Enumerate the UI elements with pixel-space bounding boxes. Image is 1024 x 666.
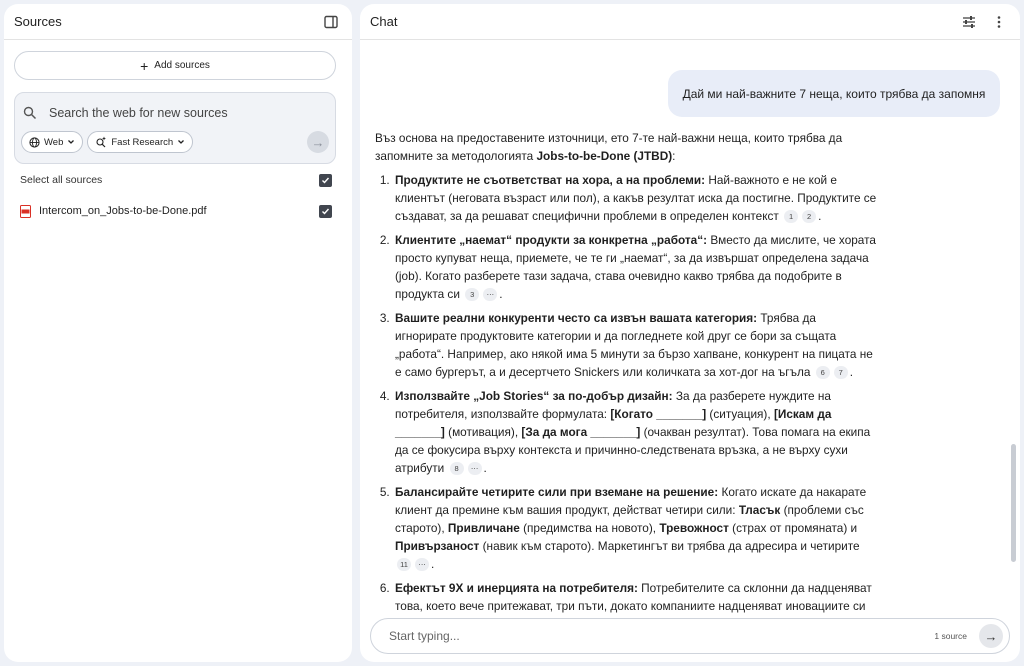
chat-input[interactable] — [389, 629, 934, 643]
item-title: Използвайте „Job Stories“ за по-добър дизайн: — [395, 389, 673, 403]
citation-chip[interactable]: 11 — [397, 558, 411, 571]
select-all-row[interactable] — [20, 172, 332, 188]
add-sources-label: Add sources — [154, 60, 210, 71]
send-button[interactable] — [979, 624, 1003, 648]
item-title: Клиентите „наемат“ продукти за конкретна „работа“: — [395, 233, 708, 247]
item-bold: [Когато _______] — [610, 407, 707, 421]
tune-settings-icon[interactable] — [958, 11, 980, 33]
source-file-name: Intercom_on_Jobs-to-be-Done.pdf — [39, 205, 207, 217]
intro-end: : — [672, 149, 676, 163]
citation-chip[interactable]: ⋯ — [483, 288, 497, 301]
item-text: (предимства на новото), — [523, 521, 657, 535]
citation-chip[interactable]: ⋯ — [468, 462, 482, 475]
item-text: За да разберете нуждите на потребителя, използвайте формулата: — [395, 389, 831, 421]
item-title: Продуктите не съответстват на хора, а на проблеми: — [395, 173, 706, 187]
citation-chip[interactable]: 2 — [802, 210, 816, 223]
source-file-checkbox[interactable] — [319, 205, 332, 218]
user-message-text: Дай ми най-важните 7 неща, които трябва да запомня — [682, 86, 986, 101]
intro-bold: Jobs-to-be-Done (JTBD) — [536, 149, 673, 163]
sources-panel — [4, 4, 352, 662]
item-text: (навик към старото). Маркетингът ви трябва да адресира и четирите — [482, 539, 860, 553]
pdf-file-icon — [20, 205, 31, 218]
research-chip-label: Fast Research — [111, 136, 174, 148]
chat-panel — [360, 4, 1020, 662]
add-sources-button[interactable] — [14, 51, 336, 80]
item-text: Когато искате да накарате клиент да премине към вашия продукт, действат четири сили: — [395, 485, 867, 517]
list-item: 3. Вашите реални конкуренти често са извън вашата категория: Трябва да игнорирате продуктовите категории и да погледнете кой друг се бори за същата „работа“. Например, ако някой има 5 минути за бързо хапване, конкурент на пицата не е само бургерът, а и десертчето Snickers или количката за хот-дог на ъгъла 6 7 . — [393, 309, 880, 381]
source-count: 1 source — [934, 631, 967, 641]
list-item: 2. Клиентите „наемат“ продукти за конкретна „работа“: Вместо да мислите, че хората просто купуват неща, приемете, че те ги „наемат“, за да извършат определена задача (job). Когато разберете тази задача, става очевидно какво трябва да подобрите в продукта си 3 ⋯ . — [393, 231, 880, 303]
list-item: 4. Използвайте „Job Stories“ за по-добър дизайн: За да разберете нуждите на потребителя, използвайте формулата: [Когато _______] (ситуация), [Искам да _______] (мотивация), [За да мога _______] (очакван резултат). Това помага на екипа да се фокусира върху контекста и причинно-следствената връзка, а не върху сухи атрибути 8 ⋯ . — [393, 387, 880, 477]
citation-chip[interactable]: 8 — [450, 462, 464, 475]
item-title: Ефектът 9X и инерцията на потребителя: — [395, 581, 638, 595]
list-item: 5. Балансирайте четирите сили при вземане на решение: Когато искате да накарате клиент да премине към вашия продукт, действат четири сили: Тласък (проблеми със старото), Привличане (предимства на новото), Тревожност (страх от промяната) и Привързаност (навик към старото). Маркетингът ви трябва да адресира и четирите 11 ⋯ . — [393, 483, 880, 573]
select-all-checkbox[interactable] — [319, 174, 332, 187]
globe-icon — [29, 137, 40, 148]
item-text: Вместо да мислите, че хората просто купуват неща, приемете, че те ги „наемат“, за да извършат определена задача (job). Когато разберете тази задача, става очевидно какво трябва да подобрите в продукта си — [395, 233, 876, 301]
chevron-down-icon — [67, 138, 75, 146]
sparkle-search-icon — [95, 136, 107, 148]
citation-chip[interactable]: 7 — [834, 366, 848, 379]
arrow-right-icon: → — [984, 628, 998, 644]
item-bold: Привързаност — [395, 539, 480, 553]
item-title: Вашите реални конкуренти често са извън вашата категория: — [395, 311, 758, 325]
web-search-box — [14, 92, 336, 164]
item-bold: [За да мога _______] — [521, 425, 641, 439]
assistant-answer — [375, 129, 880, 617]
more-options-icon[interactable] — [988, 11, 1010, 33]
collapse-panel-icon[interactable] — [320, 11, 342, 33]
chat-title: Chat — [370, 14, 398, 29]
select-all-label: Select all sources — [20, 174, 103, 186]
user-message-bubble — [668, 70, 1000, 117]
item-title: Балансирайте четирите сили при вземане на решение: — [395, 485, 719, 499]
plus-icon: + — [140, 57, 149, 74]
answer-list — [375, 171, 880, 633]
item-text: (мотивация), — [448, 425, 519, 439]
item-bold: Тласък — [738, 503, 781, 517]
item-text: (проблеми със старото), — [395, 503, 864, 535]
item-text: (страх от промяната) и — [732, 521, 858, 535]
item-text: Най-важното е не кой е клиентът (неговата възраст или пол), а какъв резултат иска да постигне. Продуктите се създават, за да решават специфични проблеми в определен контекст — [395, 173, 877, 223]
source-file-item[interactable] — [20, 203, 332, 219]
item-bold: Тревожност — [659, 521, 729, 535]
item-text: Потребителите са склонни да надценяват това, което вече притежават, три пъти, докато компаниите надценяват иновациите си — [395, 581, 872, 613]
citation-chip[interactable]: 3 — [465, 288, 479, 301]
chat-header — [360, 4, 1020, 40]
chat-composer — [370, 618, 1010, 654]
web-source-dropdown[interactable] — [21, 131, 83, 153]
web-search-input[interactable] — [49, 106, 299, 120]
submit-search-button[interactable] — [307, 131, 329, 153]
chat-scrollbar[interactable] — [1011, 444, 1016, 562]
citation-chip[interactable]: 6 — [816, 366, 830, 379]
chevron-down-icon — [177, 138, 185, 146]
item-bold: [Искам да _______] — [395, 407, 832, 439]
research-mode-dropdown[interactable] — [87, 131, 193, 153]
item-text: (ситуация), — [709, 407, 771, 421]
answer-intro — [375, 129, 880, 165]
sources-header — [4, 4, 352, 40]
arrow-right-icon: → — [311, 134, 325, 150]
item-text: (очакван резултат). Това помага на екипа да се фокусира върху контекста и причинно-следствената връзка, а не върху сухи атрибути — [395, 425, 871, 475]
citation-chip[interactable]: 1 — [784, 210, 798, 223]
citation-chip[interactable]: ⋯ — [415, 558, 429, 571]
item-text: Трябва да игнорирате продуктовите категории и да погледнете кой друг се бори за същата „работа“. Например, ако някой има 5 минути за бързо хапване, конкурент на пицата не е само бургерът, а и десертчето Snickers или количката за хот-дог на ъгъла — [395, 311, 873, 379]
item-bold: Привличане — [447, 521, 520, 535]
search-icon — [23, 106, 37, 120]
intro-text: Въз основа на предоставените източници, ето 7-те най-важни неща, които трябва да запомните за методологията — [375, 131, 843, 163]
sources-title: Sources — [14, 14, 62, 29]
web-chip-label: Web — [44, 136, 64, 148]
list-item: 1. Продуктите не съответстват на хора, а на проблеми: Най-важното е не кой е клиентът (неговата възраст или пол), а какъв резултат иска да постигне. Продуктите се създават, за да решават специфични проблеми в определен контекст 1 2 . — [393, 171, 880, 225]
